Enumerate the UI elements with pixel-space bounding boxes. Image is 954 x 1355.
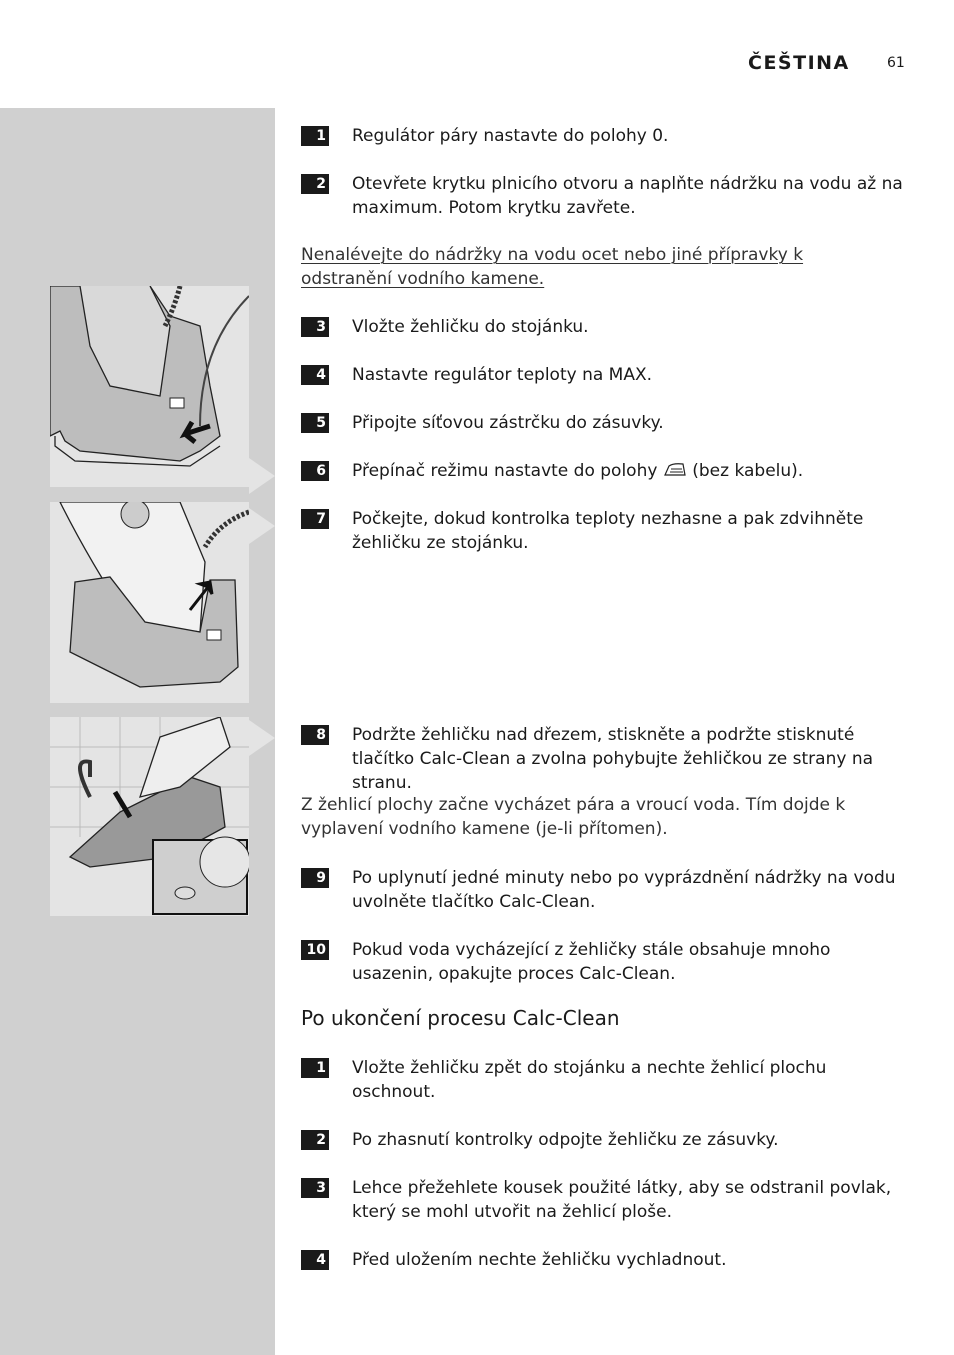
step-number: 2 xyxy=(301,1130,329,1150)
step-number: 4 xyxy=(301,365,329,385)
step-item xyxy=(301,507,911,555)
step-number: 3 xyxy=(301,317,329,337)
step-text: Podržte žehličku nad dřezem, stiskněte a podržte stisknuté tlačítko Calc-Clean a zvolna pohybujte žehličkou ze strany na stranu. xyxy=(352,725,874,793)
step-item xyxy=(301,315,911,339)
step-text: Počkejte, dokud kontrolka teploty nezhasne a pak zdvihněte žehličku ze stojánku. xyxy=(352,509,864,553)
step-text xyxy=(352,459,911,483)
step-number: 4 xyxy=(301,1250,329,1270)
step-text: Pokud voda vycházející z žehličky stále obsahuje mnoho usazenin, opakujte proces Calc-Clean. xyxy=(352,940,831,984)
language-heading: ČEŠTINA xyxy=(748,52,850,74)
step-item xyxy=(301,411,911,435)
step-item xyxy=(301,459,911,483)
section-subheading: Po ukončení procesu Calc-Clean xyxy=(301,1006,620,1030)
step-number: 7 xyxy=(301,509,329,529)
warning-note: Nenalévejte do nádržky na vodu ocet nebo jiné přípravky k odstranění vodního kamene. xyxy=(301,245,804,289)
step-text: Připojte síťovou zástrčku do zásuvky. xyxy=(352,413,664,433)
step-text: Po zhasnutí kontrolky odpojte žehličku ze zásuvky. xyxy=(352,1130,779,1150)
illustration-stand-switch xyxy=(50,286,249,487)
step-number: 5 xyxy=(301,413,329,433)
step-item xyxy=(301,1176,911,1224)
illustration-calc-clean-sink xyxy=(50,717,249,916)
figure-pointer xyxy=(249,720,275,756)
page-number: 61 xyxy=(887,55,905,71)
step-text: Otevřete krytku plnicího otvoru a naplňte nádržku na vodu až na maximum. Potom krytku zavřete. xyxy=(352,174,903,218)
step-text: Regulátor páry nastavte do polohy 0. xyxy=(352,126,669,146)
step-text: Vložte žehličku zpět do stojánku a nechte žehlicí plochu oschnout. xyxy=(352,1058,827,1102)
step-text: Po uplynutí jedné minuty nebo po vyprázdnění nádržky na vodu uvolněte tlačítko Calc-Clean. xyxy=(352,868,896,912)
step-item xyxy=(301,124,911,148)
step-text-after: (bez kabelu). xyxy=(692,461,804,481)
step-number: 10 xyxy=(301,940,329,960)
step-text: Vložte žehličku do stojánku. xyxy=(352,317,589,337)
info-note: Z žehlicí plochy začne vycházet pára a vroucí voda. Tím dojde k vyplavení vodního kamene (je-li přítomen). xyxy=(301,795,846,839)
step-number: 3 xyxy=(301,1178,329,1198)
step-text: Lehce přežehlete kousek použité látky, aby se odstranil povlak, který se mohl utvořit na žehlicí ploše. xyxy=(352,1178,892,1222)
step-item xyxy=(301,172,911,220)
figure-pointer xyxy=(249,508,275,544)
illustration-lift-iron xyxy=(50,502,249,703)
step-text: Nastavte regulátor teploty na MAX. xyxy=(352,365,653,385)
figure-pointer xyxy=(249,458,275,494)
step-number: 8 xyxy=(301,725,329,745)
step-item xyxy=(301,938,911,986)
step-item xyxy=(301,1056,911,1104)
cordless-iron-icon xyxy=(663,462,687,478)
step-text: Před uložením nechte žehličku vychladnout. xyxy=(352,1250,727,1270)
step-item xyxy=(301,723,911,795)
step-text-before: Přepínač režimu nastavte do polohy xyxy=(352,461,658,481)
step-number: 2 xyxy=(301,174,329,194)
step-item xyxy=(301,866,911,914)
step-number: 9 xyxy=(301,868,329,888)
step-number: 1 xyxy=(301,126,329,146)
step-number: 6 xyxy=(301,461,329,481)
step-number: 1 xyxy=(301,1058,329,1078)
step-item xyxy=(301,363,911,387)
step-item xyxy=(301,1248,911,1272)
step-item xyxy=(301,1128,911,1152)
